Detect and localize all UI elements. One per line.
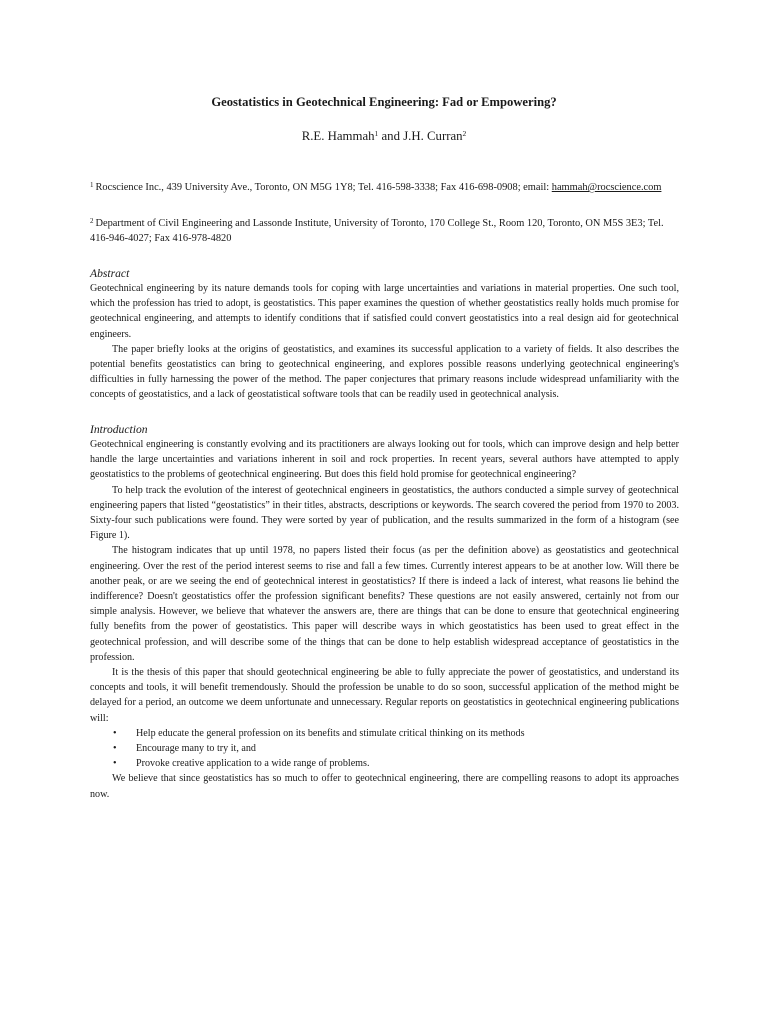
affiliation-marker: 2 [90, 217, 94, 225]
introduction-paragraph: It is the thesis of this paper that should geotechnical engineering be able to fully appreciate the power of geostatistics, and understand its concepts and tools, it will benefit tremendously. Should the profession be unable to do so soon, successful application of the method might be delayed for a period, an outcome we deem unfortunate and unnecessary. Regular reports on geostatistics in geotechnical engineering publications will: [90, 667, 679, 724]
bullet-item: • Encourage many to try it, and [90, 741, 679, 756]
introduction-body [90, 437, 679, 802]
abstract-body [90, 281, 679, 403]
abstract-paragraph: The paper briefly looks at the origins of geostatistics, and examines its successful application to a variety of fields. It also describes the potential benefits geostatistics can bring to geotechnical engineering, and explores possible reasons underlying geotechnical engineering's difficulties in fully harnessing the power of the method. The paper conjectures that primary reasons include widespread unfamiliarity with the concepts of geostatistics, and a lack of geostatistical software tools that can be readily used in geotechnical analysis. [90, 343, 679, 401]
author-joiner: and [378, 129, 404, 143]
bullet-item: • Help educate the general profession on its benefits and stimulate critical thinking on its methods [90, 726, 679, 741]
bullet-list [90, 726, 679, 772]
affiliation-2 [90, 216, 682, 246]
introduction-paragraph: To help track the evolution of the interest of geotechnical engineers in geostatistics, the authors conducted a simple survey of geotechnical engineering papers that listed “geostatistics” in their titles, abstracts, descriptions or keywords. The search covered the period from 1970 to 2003. Sixty-four such publications were found. They were sorted by year of publication, and the results summarized in the form of a histogram (see Figure 1). [90, 484, 679, 542]
abstract-heading: Abstract [90, 267, 130, 280]
author-affiliation-marker: 1 [374, 129, 379, 138]
author-name: J.H. Curran [403, 129, 463, 143]
author-name: R.E. Hammah [301, 129, 375, 143]
affiliation-marker: 1 [90, 181, 94, 189]
affiliation-text: Rocscience Inc., 439 University Ave., Toronto, ON M5G 1Y8; Tel. 416-598-3338; Fax 416-698-0908; email: [95, 182, 552, 193]
author-line [0, 128, 768, 144]
introduction-closing-paragraph: We believe that since geostatistics has so much to offer to geotechnical engineering, there are compelling reasons to adopt its approaches now. [90, 773, 679, 800]
email-link[interactable]: hammah@rocscience.com [551, 182, 662, 193]
introduction-paragraph: The histogram indicates that up until 1978, no papers listed their focus (as per the definition above) as geostatistics and geotechnical engineering. Over the rest of the period interest seems to rise and fall a few times. Currently interest appears to be at another low. Will there be another peak, or are we seeing the end of geotechnical interest in geostatistics? If there is indeed a lack of interest, what reasons lie behind the indifference? Doesn't geostatistics offer the profession significant benefits? These questions are not easily answered, certainly not from our simple analysis. However, we believe that whatever the answers are, there are things that can be done to ensure that geotechnical engineering fully benefits from the power of geostatistics. This paper will describe ways in which geostatistics has been used to great effect in the geotechnical profession, and will describe some of the things that can be done to help establish widespread acceptance of geostatistics in the profession. [90, 545, 679, 663]
affiliation-1 [90, 180, 682, 195]
paper-title: Geostatistics in Geotechnical Engineering: Fad or Empowering? [211, 95, 557, 109]
bullet-item: • Provoke creative application to a wide range of problems. [90, 756, 679, 771]
abstract-paragraph: Geotechnical engineering by its nature demands tools for coping with large uncertainties and variations in material properties. One such tool, which the profession has tried to adopt, is geostatistics. This paper examines the question of whether geostatistics really holds much promise for geotechnical engineering, and attempts to identify conditions that if satisfied could convert geostatistics into a real design aid for geotechnical engineers. [90, 283, 679, 340]
introduction-heading: Introduction [90, 423, 148, 436]
author-affiliation-marker: 2 [462, 129, 467, 138]
affiliation-text: Department of Civil Engineering and Lassonde Institute, University of Toronto, 170 College St., Room 120, Toronto, ON M5S 3E3; Tel. 416-946-4027; Fax 416-978-4820 [90, 218, 664, 244]
introduction-paragraph: Geotechnical engineering is constantly evolving and its practitioners are always looking out for tools, which can improve design and help better handle the large uncertainties and variations inherent in soil and rock properties. In recent years, several authors have attempted to apply geostatistics to the problems of geotechnical engineering. But does this field hold promise for geotechnical engineering? [90, 439, 679, 481]
